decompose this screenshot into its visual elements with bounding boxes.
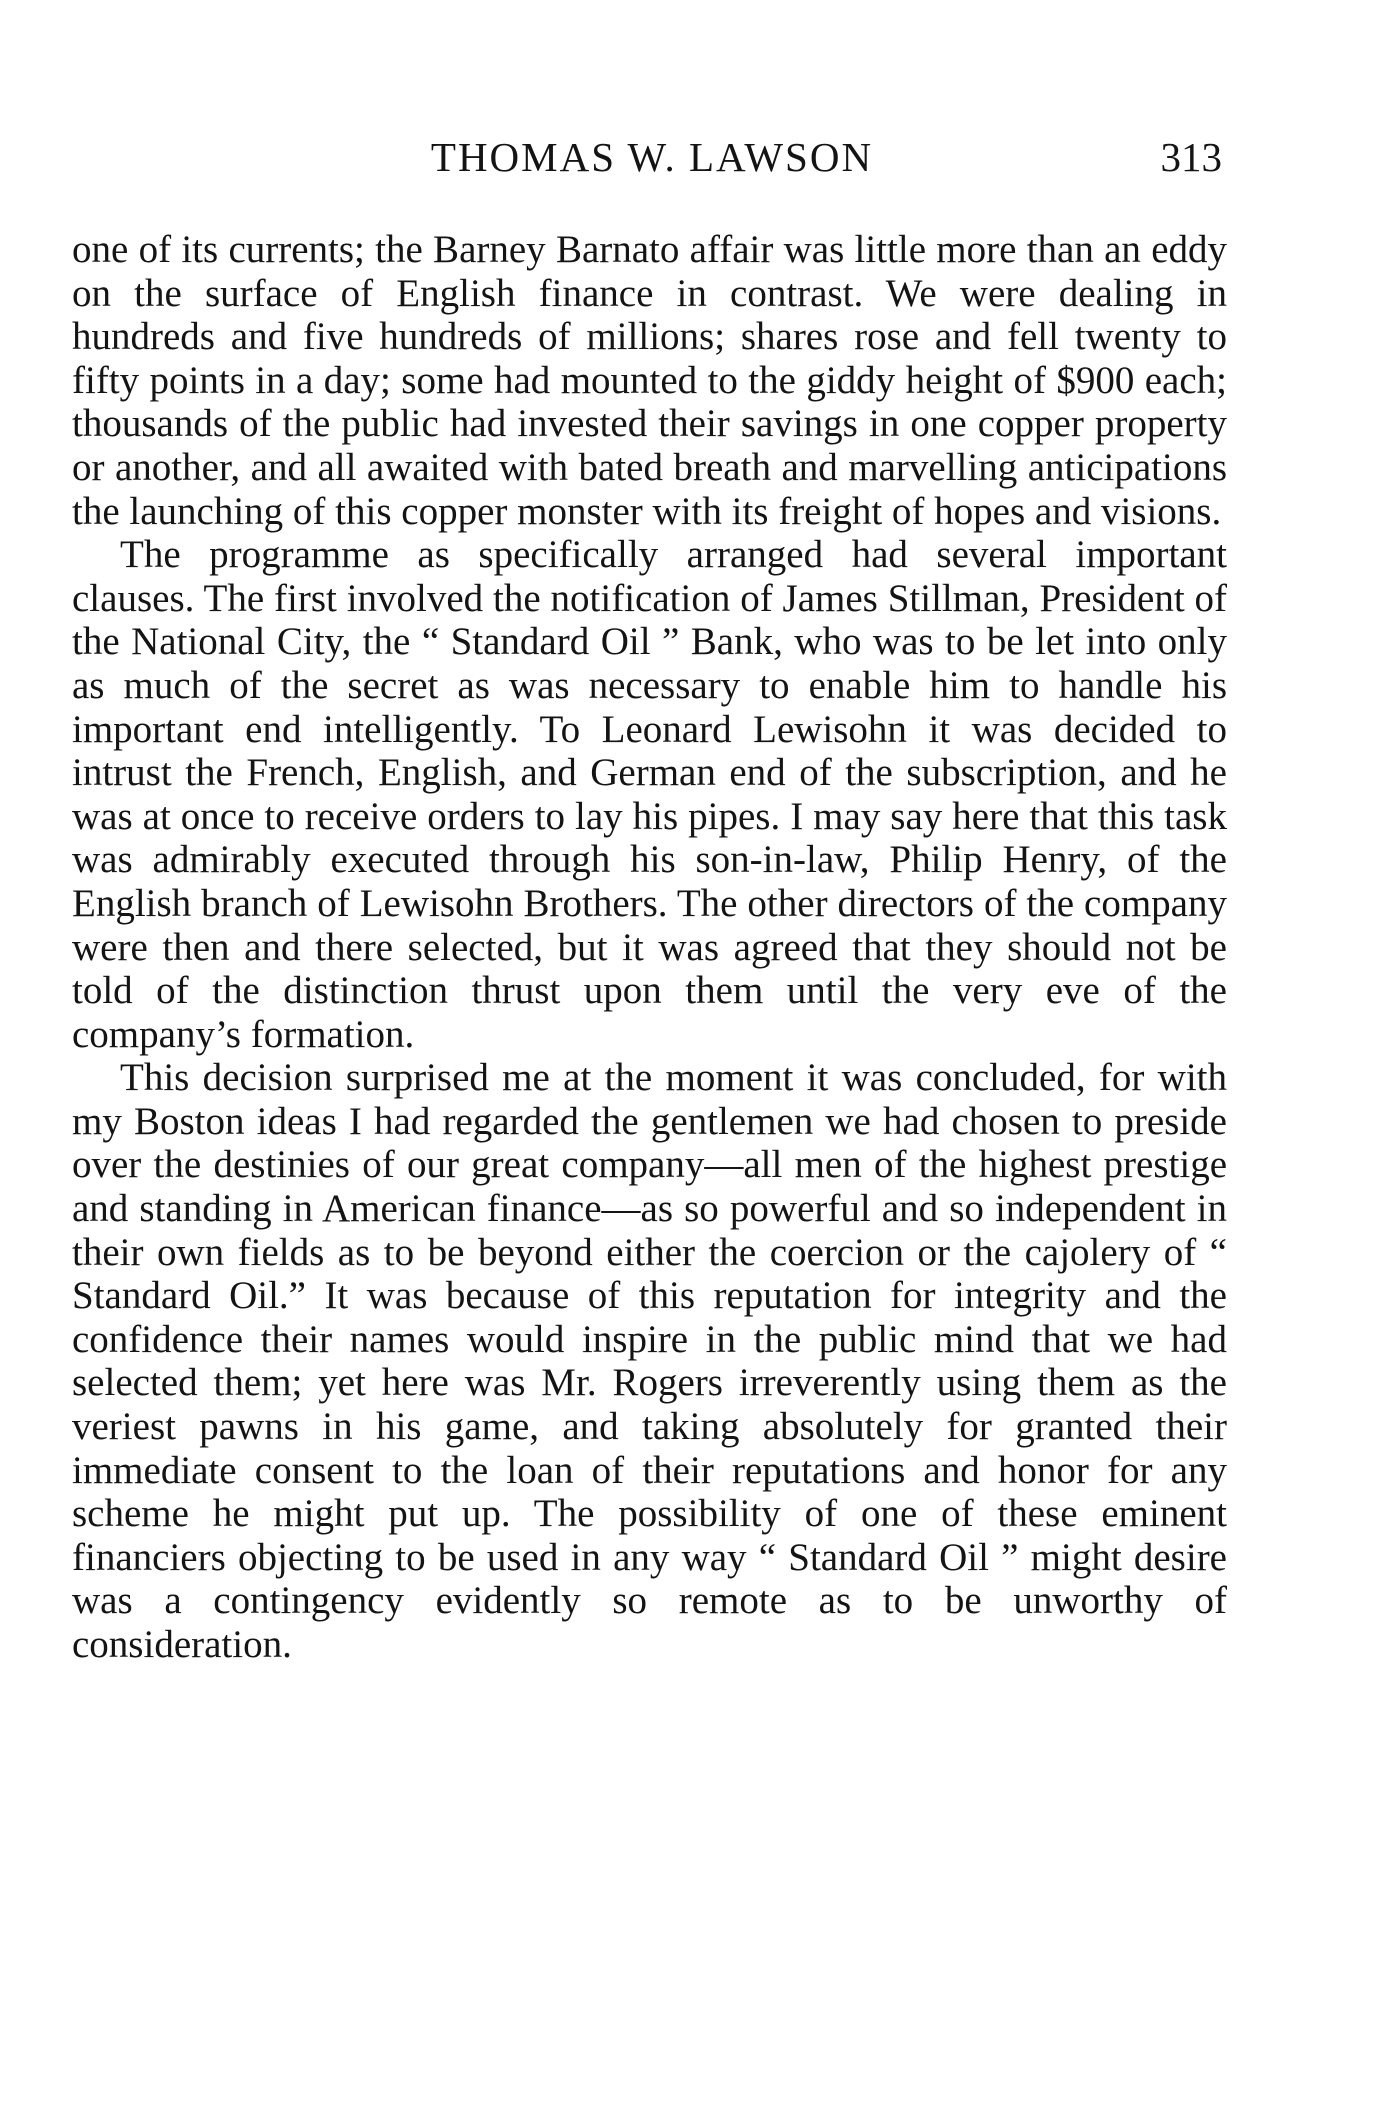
page-number: 313 — [1160, 134, 1222, 180]
paragraph-decision: This decision surprised me at the moment it was concluded, for with my Boston ideas I had regarded the gentlemen we had chosen to preside over the destinies of our great company—all men of the highest prestige and standing in American finance—as so powerful and so independent in their own fields as to be beyond either the coercion or the cajolery of “ Standard Oil.” It was because of this reputation for integrity and the confidence their names would inspire in the public mind that we had selected them; yet here was Mr. Rogers irreverently using them as the veriest pawns in his game, and taking absolutely for granted their immediate consent to the loan of their reputations and honor for any scheme he might put up. The possibility of one of these eminent financiers objecting to be used in any way “ Standard Oil ” might desire was a contingency evidently so remote as to be unworthy of consideration. — [72, 1056, 1227, 1666]
paragraph-continuation: one of its currents; the Barney Barnato affair was little more than an eddy on the surface of English finance in contrast. We were dealing in hundreds and five hundreds of millions; shares rose and fell twenty to fifty points in a day; some had mounted to the giddy height of $900 each; thousands of the public had invested their savings in one copper property or another, and all awaited with bated breath and marvelling anticipations the launching of this copper monster with its freight of hopes and visions. — [72, 228, 1227, 533]
paragraph-programme: The programme as specifically arranged had several important clauses. The first involved the notification of James Stillman, President of the National City, the “ Standard Oil ” Bank, who was to be let into only as much of the secret as was necessary to enable him to handle his important end intelligently. To Leonard Lewisohn it was decided to intrust the French, English, and German end of the subscription, and he was at once to receive orders to lay his pipes. I may say here that this task was admirably executed through his son-in-law, Philip Henry, of the English branch of Lewisohn Brothers. The other directors of the company were then and there selected, but it was agreed that they should not be told of the distinction thrust upon them until the very eve of the company’s formation. — [72, 533, 1227, 1056]
running-title: THOMAS W. LAWSON — [430, 134, 874, 180]
body-text — [72, 228, 1227, 1667]
running-head — [82, 132, 1222, 182]
